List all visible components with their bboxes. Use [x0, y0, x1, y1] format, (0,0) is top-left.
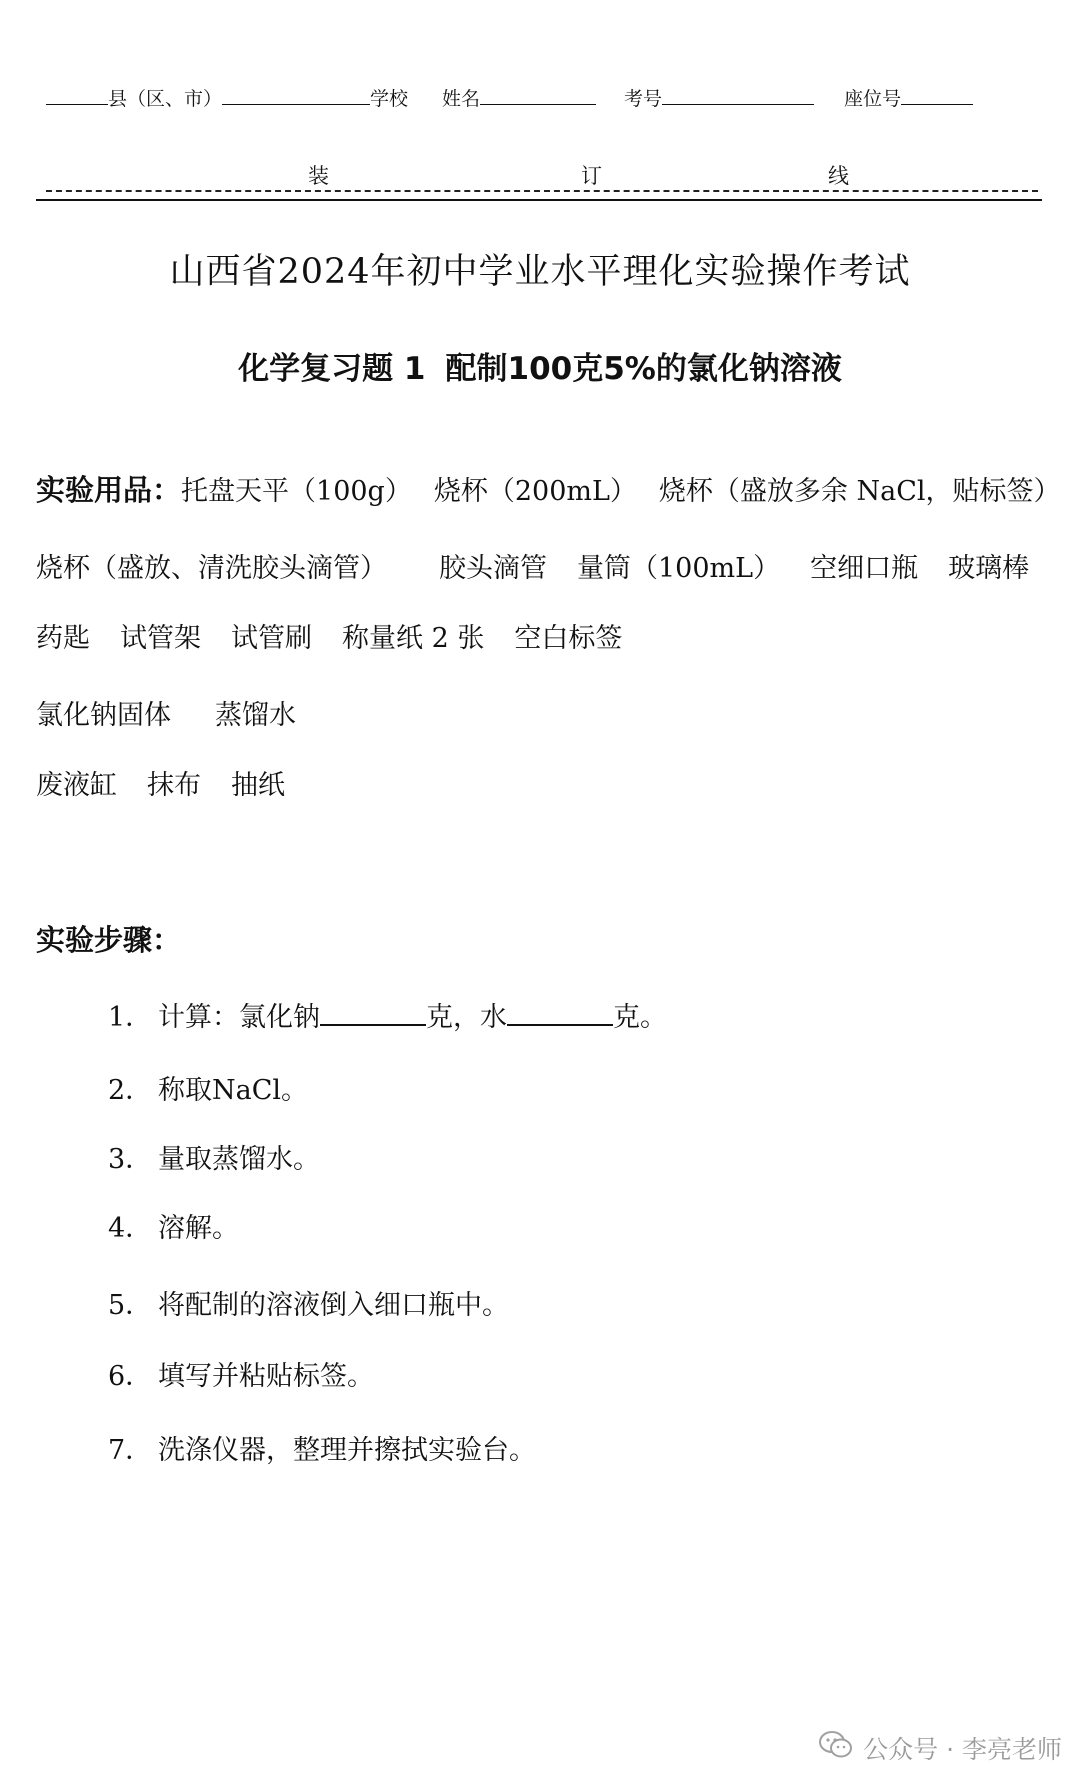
step-text: 克，水 [426, 1002, 507, 1033]
material-item: 空白标签 [514, 623, 623, 654]
materials-line-5 [36, 763, 315, 802]
material-item: 药匙 [36, 623, 90, 654]
wechat-icon [819, 1731, 853, 1765]
step-number: 4． [108, 1213, 153, 1244]
binding-char-3: 线 [828, 164, 849, 188]
material-item: 试管刷 [231, 623, 312, 654]
header-divider [36, 199, 1042, 201]
binding-char-1: 装 [308, 164, 329, 188]
seat-no-blank[interactable] [901, 86, 973, 105]
materials-line-4 [36, 693, 326, 732]
exam-title: 山西省2024年初中学业水平理化实验操作考试 [169, 252, 911, 292]
step-number: 6． [108, 1361, 153, 1392]
materials-label: 实验用品： [36, 473, 182, 507]
material-item: 蒸馏水 [215, 700, 296, 731]
step-number: 2． [108, 1075, 153, 1106]
material-item: 氯化钠固体 [36, 700, 171, 731]
material-item: 试管架 [120, 623, 201, 654]
county-label: 县（区、市） [108, 88, 223, 110]
subtitle-topic: 配制100克5%的氯化钠溶液 [445, 351, 842, 387]
student-info-row [46, 84, 1006, 111]
school-blank[interactable] [222, 86, 370, 105]
step-item [108, 1428, 536, 1467]
subtitle-label: 化学复习题 1 [238, 351, 426, 387]
step-item [108, 1137, 320, 1176]
materials-line-2 [36, 546, 1029, 585]
step-number: 5． [108, 1290, 153, 1321]
step-text: 克。 [613, 1002, 667, 1033]
step-item [108, 1283, 509, 1322]
step-number: 3． [108, 1144, 153, 1175]
material-item: 烧杯（盛放、清洗胶头滴管） [36, 553, 387, 584]
water-mass-blank[interactable] [507, 1000, 613, 1026]
exam-no-blank[interactable] [662, 86, 814, 105]
binding-line-labels [46, 160, 1036, 190]
step-item [108, 1354, 374, 1393]
watermark-text: 公众号 · 李亮老师 [863, 1735, 1062, 1764]
exam-no-label: 考号 [624, 88, 663, 110]
material-item: 抽纸 [231, 770, 285, 801]
step-number: 1． [108, 1002, 153, 1033]
material-item: 托盘天平（100g） [181, 476, 412, 507]
name-blank[interactable] [480, 86, 596, 105]
school-label: 学校 [370, 88, 409, 110]
step-text: 量取蒸馏水。 [158, 1144, 320, 1175]
watermark [819, 1730, 1062, 1766]
material-item: 废液缸 [36, 770, 117, 801]
material-item: 玻璃棒 [948, 553, 1030, 584]
material-item: 抹布 [147, 770, 201, 801]
material-item: 胶头滴管 [439, 553, 547, 584]
materials-line-3 [36, 616, 652, 655]
step-item [108, 1206, 239, 1245]
material-item: 空细口瓶 [810, 553, 919, 584]
steps-label: 实验步骤： [36, 923, 182, 957]
step-item [108, 1068, 308, 1107]
step-text: 称取NaCl。 [158, 1075, 309, 1106]
material-item: 称量纸 2 张 [342, 623, 485, 654]
binding-dashed-line [46, 190, 1038, 192]
step-text: 填写并粘贴标签。 [158, 1361, 374, 1392]
step-text: 计算：氯化钠 [158, 1002, 320, 1033]
material-item: 量筒（100mL） [577, 553, 781, 584]
step-text: 将配制的溶液倒入细口瓶中。 [158, 1290, 509, 1321]
name-label: 姓名 [442, 88, 481, 110]
binding-char-2: 订 [581, 164, 602, 188]
nacl-mass-blank[interactable] [320, 1000, 426, 1026]
step-number: 7． [108, 1435, 153, 1466]
step-item [108, 995, 667, 1034]
step-text: 溶解。 [158, 1213, 239, 1244]
seat-no-label: 座位号 [844, 88, 902, 110]
step-text: 洗涤仪器，整理并擦拭实验台。 [158, 1435, 536, 1466]
exam-subtitle [0, 343, 1080, 388]
county-blank[interactable] [46, 86, 108, 105]
materials-line-1 [36, 468, 1061, 509]
material-item: 烧杯（盛放多余 NaCl，贴标签） [658, 476, 1061, 507]
material-item: 烧杯（200mL） [433, 476, 637, 507]
